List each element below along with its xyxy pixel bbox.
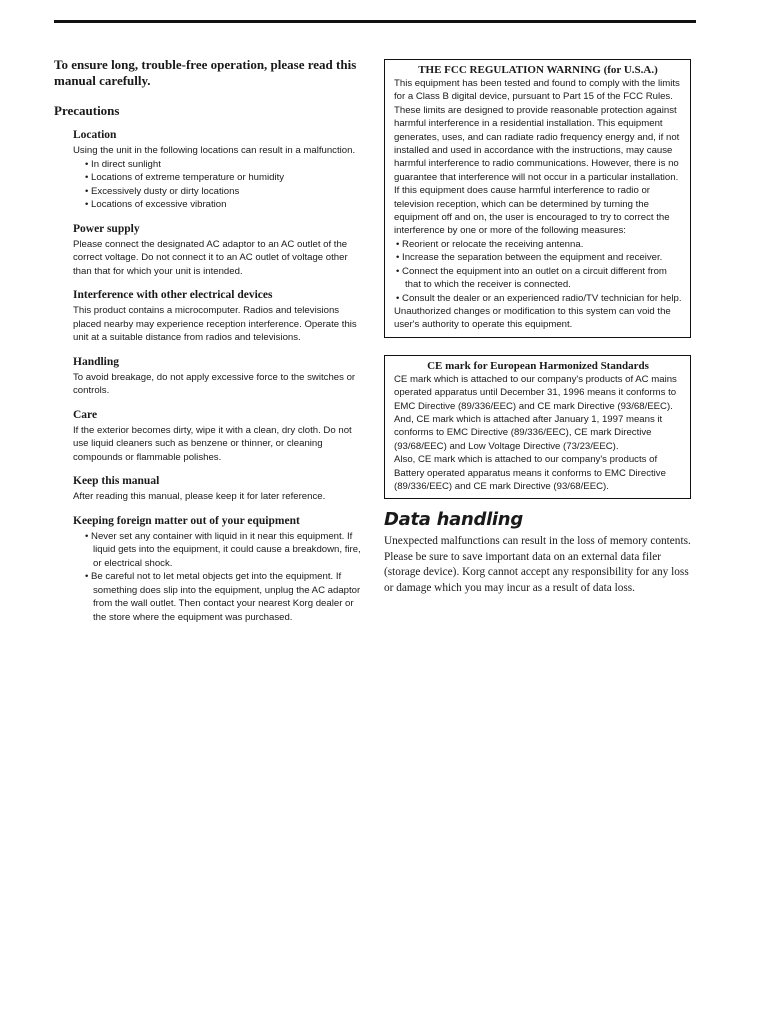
list-item: • Consult the dealer or an experienced radio/TV technician for help. (396, 292, 682, 305)
ce-body: CE mark which is attached to our company's products of AC mains operated apparatus until December 31, 1996 means it conforms to EMC Directive (89/336/EEC) and CE mark Directive (93/68/EEC). And, CE mark which is attached after January 1, 1997 means it conforms to EMC Directive (89/336/EEC), CE mark Directive (93/68/EEC) and Low Voltage Directive (73/23/EEC). (394, 373, 677, 452)
list-item: • In direct sunlight (85, 158, 364, 172)
top-rule (54, 20, 696, 23)
list-item: • Excessively dusty or dirty locations (85, 185, 364, 199)
fcc-measures-list (394, 238, 682, 305)
fcc-warning-box (384, 59, 691, 338)
bullet-list (73, 158, 364, 212)
section-location (73, 128, 364, 212)
list-item: • Connect the equipment into an outlet on a circuit different from that to which the receiver is connected. (396, 265, 682, 292)
section-foreign-matter (73, 514, 364, 625)
data-handling-section (384, 508, 691, 596)
intro-text: To ensure long, trouble-free operation, please read this manual carefully. (54, 57, 357, 88)
section-keep-manual (73, 474, 364, 504)
section-title: Interference with other electrical devices (73, 289, 273, 301)
ce-title: CE mark for European Harmonized Standards (427, 359, 649, 372)
section-title: Handling (73, 355, 120, 368)
list-item: • Increase the separation between the equipment and receiver. (396, 251, 682, 264)
left-column (54, 57, 364, 624)
section-interference (73, 288, 364, 345)
list-item: • Be careful not to let metal objects get into the equipment. If something does slip into the equipment, unplug the AC adaptor from the wall outlet. Then contact your nearest Korg dealer or the store where the equipment was purchased. (85, 570, 364, 624)
section-care (73, 408, 364, 465)
bullet-list (73, 530, 364, 625)
section-body: This product contains a microcomputer. Radios and televisions placed nearby may experience reception interference. Operate this unit at a suitable distance from radios and televisions. (73, 305, 357, 343)
section-title: Location (73, 129, 117, 141)
section-body: If the exterior becomes dirty, wipe it with a clean, dry cloth. Do not use liquid cleaners such as benzene or thinner, or cleaning compounds or flammable polishes. (73, 424, 352, 463)
section-body: Using the unit in the following locations can result in a malfunction. (73, 145, 356, 156)
data-handling-body: Unexpected malfunctions can result in the loss of memory contents. Please be sure to save important data on an external data filer (storage device). Korg cannot accept any responsibility for any loss or damage which you may incur as a result of data loss. (384, 535, 691, 594)
fcc-title: THE FCC REGULATION WARNING (for U.S.A.) (418, 64, 658, 76)
ce-body-battery: Also, CE mark which is attached to our company's products of Battery operated apparatus means it conforms to EMC Directive (89/336/EEC) and CE mark Directive (93/68/EEC). (394, 454, 666, 492)
fcc-footer: Unauthorized changes or modification to this system can void the user's authority to operate this equipment. (394, 305, 671, 331)
section-body: Please connect the designated AC adaptor to an AC outlet of the correct voltage. Do not connect it to an AC outlet of voltage other than that for which your unit is intended. (73, 238, 348, 277)
data-handling-title: Data handling (384, 509, 523, 531)
section-handling (73, 355, 364, 398)
list-item: • Never set any container with liquid in it near this equipment. If liquid gets into the equipment, it could cause a breakdown, fire, or electrical shock. (85, 530, 364, 571)
list-item: • Locations of excessive vibration (85, 198, 364, 212)
fcc-body: This equipment has been tested and found to comply with the limits for a Class B digital device, pursuant to Part 15 of the FCC Rules. These limits are designed to provide reasonable protection against harmful interference in a residential installation. This equipment generates, uses, and can radiate radio frequency energy and, if not installed and used in accordance with the instructions, may cause harmful interference to radio communications. However, there is no guarantee that interference will not occur in a particular installation. If this equipment does cause harmful interference to radio or television reception, which can be determined by turning the equipment off and on, the user is encouraged to try to correct the interference by one or more of the following measures: (394, 78, 680, 237)
section-title: Power supply (73, 222, 140, 235)
ce-mark-box (384, 355, 691, 500)
section-title: Care (73, 408, 98, 421)
section-power-supply (73, 222, 364, 279)
right-column (384, 59, 691, 596)
section-title: Keep this manual (73, 475, 160, 487)
precautions-heading: Precautions (54, 103, 120, 118)
list-item: • Locations of extreme temperature or humidity (85, 171, 364, 185)
section-body: After reading this manual, please keep it for later reference. (73, 491, 326, 502)
list-item: • Reorient or relocate the receiving antenna. (396, 238, 682, 251)
section-body: To avoid breakage, do not apply excessive force to the switches or controls. (73, 371, 356, 396)
section-title: Keeping foreign matter out of your equipment (73, 514, 300, 527)
